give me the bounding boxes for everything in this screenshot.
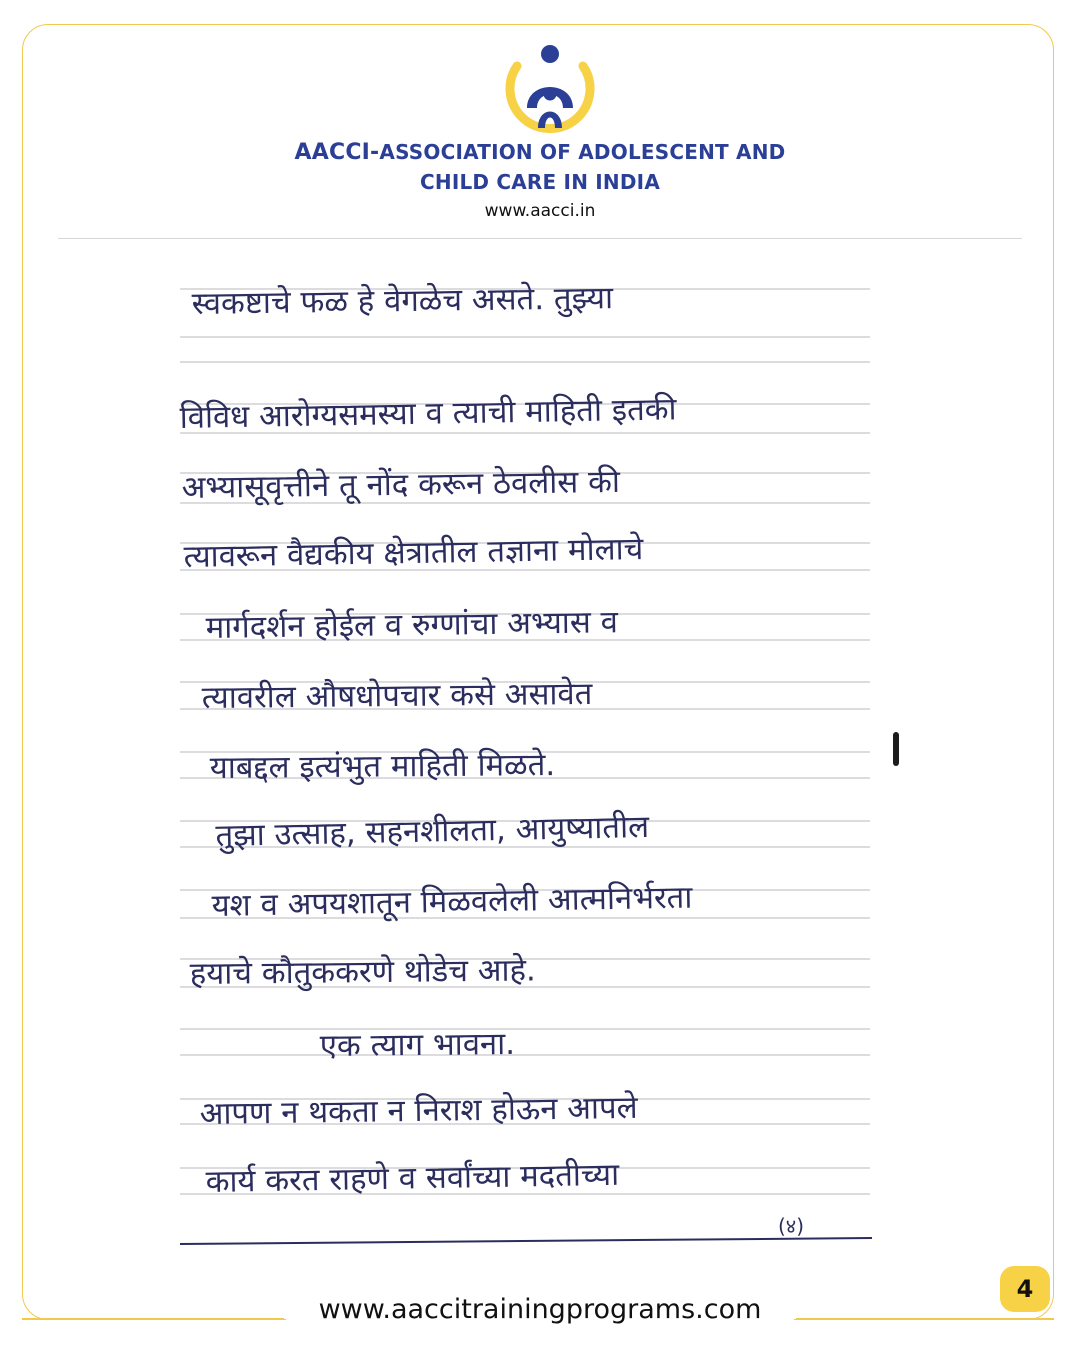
header-divider: [58, 238, 1022, 239]
page-number-badge: 4: [1000, 1266, 1050, 1312]
paper-edge-mark: [893, 732, 899, 766]
letter-line-14: कार्य करत राहणे व सर्वांच्या मदतीच्या: [205, 1156, 620, 1201]
letter-line-6: मार्गदर्शन होईल व रुग्णांचा अभ्यास व: [205, 604, 619, 647]
aacci-logo-icon: [497, 36, 603, 136]
org-acronym: AACCI-: [294, 140, 380, 165]
letter-line-3: विविध आरोग्यसमस्या व त्याची माहिती इतकी: [179, 391, 677, 437]
letter-line-8: याबद्दल इत्यंभुत माहिती मिळते.: [209, 746, 556, 787]
letter-line-7: त्यावरील औषधोपचार कसे असावेत: [201, 675, 593, 717]
letter-line-5: त्यावरून वैद्यकीय क्षेत्रातील तज्ञाना मोलाचे: [183, 530, 644, 576]
org-name-part: ASSOCIATION OF ADOLESCENT AND: [379, 140, 786, 164]
letter-line-1: स्वकष्टाचे फळ हे वेगळेच असते. तुझ्या: [191, 280, 614, 323]
footer-url: www.aaccitrainingprograms.com: [286, 1294, 794, 1325]
footer-rule-left: [22, 1318, 284, 1320]
letter-line-12: एक त्याग भावना.: [319, 1025, 516, 1065]
letter-line-4: अभ्यासूवृत्तीने तू नोंद करून ठेवलीस की: [181, 463, 621, 507]
org-name-line-1: [0, 140, 1080, 165]
letter-line-13: आपण न थकता न निराश होऊन आपले: [199, 1089, 638, 1133]
letter-page-mark: (४): [778, 1214, 805, 1238]
org-website: www.aacci.in: [484, 201, 596, 221]
letter-line-9: तुझा उत्साह, सहनशीलता, आयुष्यातील: [215, 808, 650, 855]
org-name-line-2: CHILD CARE IN INDIA: [420, 170, 660, 194]
footer-rule-right: [796, 1318, 1054, 1320]
handwritten-letter: [170, 262, 902, 1262]
letter-line-10: यश व अपयशातून मिळवलेली आत्मनिर्भरता: [211, 879, 693, 925]
letter-line-11: हयाचे कौतुककरणे थोडेच आहे.: [189, 952, 537, 993]
